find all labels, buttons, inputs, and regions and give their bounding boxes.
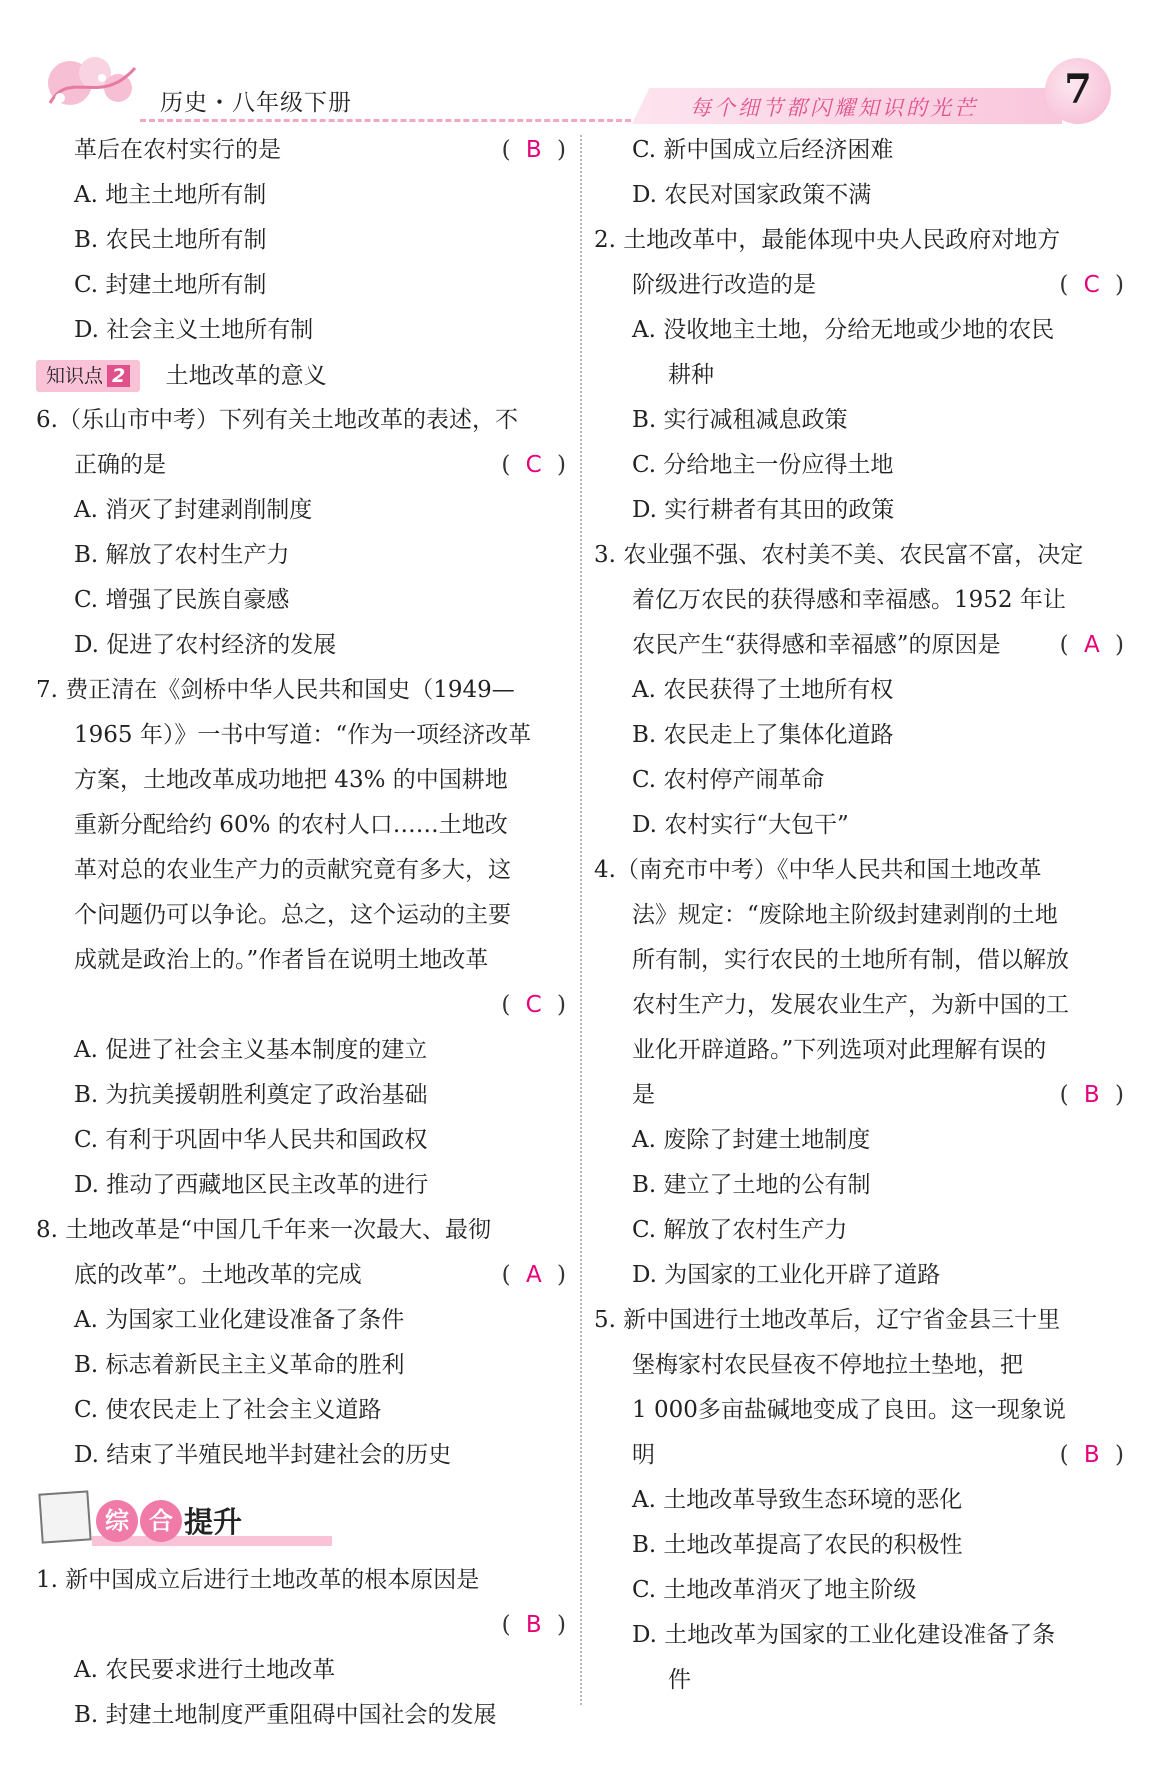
option: A. 促进了社会主义基本制度的建立 — [74, 1037, 428, 1063]
question-text — [36, 983, 566, 1028]
option: A. 农民要求进行土地改革 — [74, 1657, 336, 1683]
question-text: 革对总的农业生产力的贡献究竟有多大，这 — [74, 857, 511, 883]
option: A. 土地改革导致生态环境的恶化 — [632, 1487, 963, 1513]
question-text: 1 000多亩盐碱地变成了良田。这一现象说 — [632, 1397, 1066, 1423]
section-char-circle: 合 — [140, 1500, 182, 1542]
option: C. 分给地主一份应得土地 — [632, 452, 894, 478]
answer: A — [525, 1262, 542, 1288]
option: C. 增强了民族自豪感 — [74, 587, 290, 613]
book-title: 历史・八年级下册 — [160, 90, 352, 116]
option: C. 有利于巩固中华人民共和国政权 — [74, 1127, 428, 1153]
question-text: 堡梅家村农民昼夜不停地拉土垫地，把 — [632, 1352, 1023, 1378]
option: A. 消灭了封建剥削制度 — [74, 497, 313, 523]
question-text: 8. 土地改革是“中国几千年来一次最大、最彻 — [36, 1217, 492, 1243]
answer: C — [525, 992, 542, 1018]
answer-bracket: ( C ) — [501, 992, 566, 1018]
option: D. 土地改革为国家的工业化建设准备了条 — [632, 1622, 1056, 1648]
header-divider — [140, 119, 640, 122]
option-continued: 耕种 — [668, 362, 714, 388]
option-continued: 件 — [668, 1667, 691, 1693]
option: C. 使农民走上了社会主义道路 — [74, 1397, 382, 1423]
answer: B — [1083, 1082, 1100, 1108]
answer: B — [525, 137, 542, 163]
option: D. 结束了半殖民地半封建社会的历史 — [74, 1442, 452, 1468]
option: D. 农村实行“大包干” — [632, 812, 849, 838]
section-title: 提升 — [184, 1505, 243, 1539]
option: D. 社会主义土地所有制 — [74, 317, 314, 343]
notebook-pencil-icon — [38, 1490, 91, 1543]
slogan-text: 每个细节都闪耀知识的光芒 — [690, 96, 978, 120]
section-heading — [36, 1478, 566, 1558]
option: C. 解放了农村生产力 — [632, 1217, 848, 1243]
answer-bracket: ( C ) — [501, 452, 566, 478]
answer-bracket: ( B ) — [501, 1612, 566, 1638]
section-char-circle: 综 — [96, 1500, 138, 1542]
answer-bracket: ( A ) — [501, 1262, 566, 1288]
question-text: 阶级进行改造的是 ( C ) — [594, 263, 1124, 308]
answer: B — [525, 1612, 542, 1638]
question-text: 3. 农业强不强、农村美不美、农民富不富，决定 — [594, 542, 1084, 568]
question-text: 革后在农村实行的是 ( B ) — [36, 128, 566, 173]
question-text: 所有制，实行农民的土地所有制，借以解放 — [632, 947, 1069, 973]
option: C. 新中国成立后经济困难 — [632, 137, 894, 163]
floral-ornament-icon — [40, 48, 150, 118]
answer-bracket: ( A ) — [1059, 632, 1124, 658]
question-text — [36, 1603, 566, 1648]
question-text: 农村生产力，发展农业生产，为新中国的工 — [632, 992, 1069, 1018]
question-text: 6.（乐山市中考）下列有关土地改革的表述，不 — [36, 407, 518, 433]
option: B. 农民土地所有制 — [74, 227, 267, 253]
question-text: 重新分配给约 60% 的农村人口……土地改 — [74, 812, 508, 838]
answer-bracket: ( B ) — [1059, 1082, 1124, 1108]
option: B. 为抗美援朝胜利奠定了政治基础 — [74, 1082, 428, 1108]
answer: C — [1083, 272, 1100, 298]
knowledge-point-badge: 知识点 2 — [36, 360, 140, 392]
option: A. 农民获得了土地所有权 — [632, 677, 894, 703]
answer-bracket: ( C ) — [1059, 272, 1124, 298]
question-text: 个问题仍可以争论。总之，这个运动的主要 — [74, 902, 511, 928]
page-number: 7 — [1064, 66, 1092, 113]
knowledge-point-title: 土地改革的意义 — [165, 362, 327, 389]
answer-bracket: ( B ) — [501, 137, 566, 163]
question-text: 法》规定：“废除地主阶级封建剥削的土地 — [632, 902, 1058, 928]
option: B. 建立了土地的公有制 — [632, 1172, 871, 1198]
right-column — [594, 128, 1124, 1703]
answer: B — [1083, 1442, 1100, 1468]
question-text: 4.（南充市中考）《中华人民共和国土地改革 — [594, 857, 1042, 883]
left-column — [36, 128, 566, 1738]
option: B. 实行减租减息政策 — [632, 407, 848, 433]
question-text: 明 ( B ) — [594, 1433, 1124, 1478]
option: B. 土地改革提高了农民的积极性 — [632, 1532, 963, 1558]
page-header — [0, 0, 1160, 135]
question-text: 2. 土地改革中，最能体现中央人民政府对地方 — [594, 227, 1061, 253]
option: A. 废除了封建土地制度 — [632, 1127, 871, 1153]
option: B. 标志着新民主主义革命的胜利 — [74, 1352, 405, 1378]
option: B. 解放了农村生产力 — [74, 542, 290, 568]
option: C. 土地改革消灭了地主阶级 — [632, 1577, 917, 1603]
option: A. 地主土地所有制 — [74, 182, 267, 208]
question-text: 正确的是 ( C ) — [36, 443, 566, 488]
question-text: 7. 费正清在《剑桥中华人民共和国史（1949— — [36, 677, 515, 703]
question-text: 着亿万农民的获得感和幸福感。1952 年让 — [632, 587, 1066, 613]
answer: C — [525, 452, 542, 478]
question-text: 方案，土地改革成功地把 43% 的中国耕地 — [74, 767, 508, 793]
question-text: 1965 年）》一书中写道：“作为一项经济改革 — [74, 722, 532, 748]
option: B. 农民走上了集体化道路 — [632, 722, 894, 748]
question-text: 5. 新中国进行土地改革后，辽宁省金县三十里 — [594, 1307, 1061, 1333]
option: D. 为国家的工业化开辟了道路 — [632, 1262, 941, 1288]
option: A. 没收地主土地，分给无地或少地的农民 — [632, 317, 1055, 343]
knowledge-point-heading — [36, 353, 566, 398]
option: C. 农村停产闹革命 — [632, 767, 825, 793]
question-text: 底的改革”。土地改革的完成 ( A ) — [36, 1253, 566, 1298]
option: A. 为国家工业化建设准备了条件 — [74, 1307, 405, 1333]
option: B. 封建土地制度严重阻碍中国社会的发展 — [74, 1702, 497, 1728]
answer: A — [1083, 632, 1100, 658]
question-text: 成就是政治上的。”作者旨在说明土地改革 — [74, 947, 489, 973]
question-text: 农民产生“获得感和幸福感”的原因是 ( A ) — [594, 623, 1124, 668]
option: D. 促进了农村经济的发展 — [74, 632, 337, 658]
option: D. 实行耕者有其田的政策 — [632, 497, 895, 523]
question-text: 1. 新中国成立后进行土地改革的根本原因是 — [36, 1567, 480, 1593]
question-text: 业化开辟道路。”下列选项对此理解有误的 — [632, 1037, 1047, 1063]
question-text: 是 ( B ) — [594, 1073, 1124, 1118]
option: C. 封建土地所有制 — [74, 272, 267, 298]
column-divider — [580, 135, 582, 1705]
option: D. 农民对国家政策不满 — [632, 182, 872, 208]
option: D. 推动了西藏地区民主改革的进行 — [74, 1172, 429, 1198]
answer-bracket: ( B ) — [1059, 1442, 1124, 1468]
